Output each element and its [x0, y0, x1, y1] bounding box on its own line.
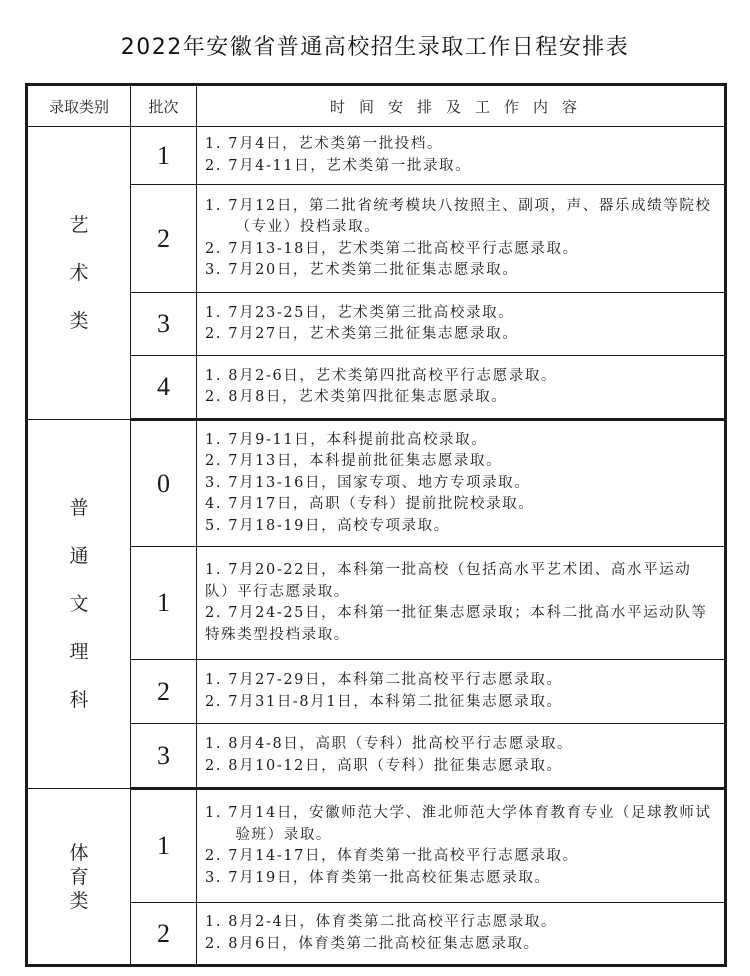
table-row: [27, 185, 726, 293]
schedule-item: 1. 8月2-6日，艺术类第四批高校平行志愿录取。: [205, 367, 558, 384]
schedule-item: 1. 7月23-25日，艺术类第三批高校录取。: [205, 304, 515, 321]
batch-cell: 0: [131, 420, 197, 547]
category-label: 体育类: [69, 841, 89, 912]
category-label: 普通文理科: [69, 497, 89, 711]
content-cell: [197, 293, 726, 356]
header-category: 录取类别: [27, 85, 131, 127]
schedule-item: 1. 7月4日，艺术类第一批投档。: [205, 136, 444, 152]
header-row: [27, 85, 726, 127]
schedule-item: 2. 7月13-18日，艺术类第二批高校平行志愿录取。: [205, 240, 579, 257]
schedule-item: 1. 8月4-8日，高职（专科）批高校平行志愿录取。: [205, 736, 574, 752]
batch-cell: 3: [131, 724, 197, 789]
table-row: [27, 789, 726, 903]
table-row: [27, 547, 726, 660]
category-label: 艺术类: [69, 214, 89, 332]
content-cell: [197, 903, 726, 966]
schedule-item: 5. 7月18-19日，高校专项录取。: [205, 517, 450, 534]
batch-cell: 4: [131, 356, 197, 420]
schedule-item: 2. 8月8日，艺术类第四批征集志愿录取。: [205, 389, 508, 405]
content-cell: [197, 789, 726, 903]
table-row: [27, 356, 726, 420]
schedule-item: 3. 7月20日，艺术类第二批征集志愿录取。: [205, 262, 519, 278]
content-cell: [197, 185, 726, 293]
table-row: [27, 293, 726, 356]
header-batch: 批次: [131, 85, 197, 127]
batch-cell: 2: [131, 660, 197, 724]
content-cell: [197, 356, 726, 420]
header-content: 时间安排及工作内容: [197, 85, 726, 127]
schedule-item: 2. 7月14-17日，体育类第一批高校平行志愿录取。: [205, 848, 579, 864]
content-cell: [197, 724, 726, 789]
content-cell: [197, 660, 726, 724]
batch-cell: 3: [131, 293, 197, 356]
category-cell-arts: [27, 127, 131, 420]
schedule-item: 1. 7月20-22日，本科第一批高校（包括高水平艺术团、高水平运动队）平行志愿录取。: [205, 562, 692, 600]
schedule-table: [25, 83, 727, 967]
table-row: [27, 660, 726, 724]
table-row: [27, 903, 726, 966]
table-row: [27, 127, 726, 185]
batch-cell: 1: [131, 789, 197, 903]
content-cell: [197, 547, 726, 660]
document-title: 2022年安徽省普通高校招生录取工作日程安排表: [120, 35, 630, 60]
schedule-item: 1. 7月27-29日，本科第二批高校平行志愿录取。: [205, 672, 563, 688]
schedule-item: 1. 7月9-11日，本科提前批高校录取。: [205, 431, 488, 448]
table-row: [27, 724, 726, 789]
schedule-item: 1. 7月14日，安徽师范大学、淮北师范大学体育教育专业（足球教师试验班）录取。: [205, 805, 712, 843]
batch-cell: 1: [131, 127, 197, 185]
schedule-item: 2. 8月10-12日，高职（专科）批征集志愿录取。: [205, 757, 563, 774]
schedule-item: 1. 8月2-4日，体育类第二批高校平行志愿录取。: [205, 914, 558, 930]
schedule-item: 1. 7月12日，第二批省统考模块八按照主、副项，声、器乐成绩等院校（专业）投档录取。: [205, 197, 712, 235]
schedule-item: 2. 7月31日-8月1日，本科第二批征集志愿录取。: [205, 693, 563, 710]
content-cell: [197, 420, 726, 547]
category-cell-sports: [27, 789, 131, 966]
schedule-item: 2. 7月4-11日，艺术类第一批录取。: [205, 157, 472, 174]
schedule-item: 2. 8月6日，体育类第二批高校征集志愿录取。: [205, 935, 540, 952]
batch-cell: 2: [131, 903, 197, 966]
batch-cell: 2: [131, 185, 197, 293]
schedule-item: 3. 7月19日，体育类第一批高校征集志愿录取。: [205, 869, 551, 886]
schedule-item: 3. 7月13-16日，国家专项、地方专项录取。: [205, 474, 531, 491]
schedule-item: 4. 7月17日，高职（专科）提前批院校录取。: [205, 496, 535, 513]
schedule-item: 2. 7月13日，本科提前批征集志愿录取。: [205, 453, 503, 470]
schedule-item: 2. 7月24-25日，本科第一批征集志愿录取；本科二批高水平运动队等特殊类型投档录取。: [205, 605, 708, 643]
category-cell-general: [27, 420, 131, 789]
schedule-item: 2. 7月27日，艺术类第三批征集志愿录取。: [205, 326, 519, 342]
content-cell: [197, 127, 726, 185]
table-row: [27, 420, 726, 547]
batch-cell: 1: [131, 547, 197, 660]
